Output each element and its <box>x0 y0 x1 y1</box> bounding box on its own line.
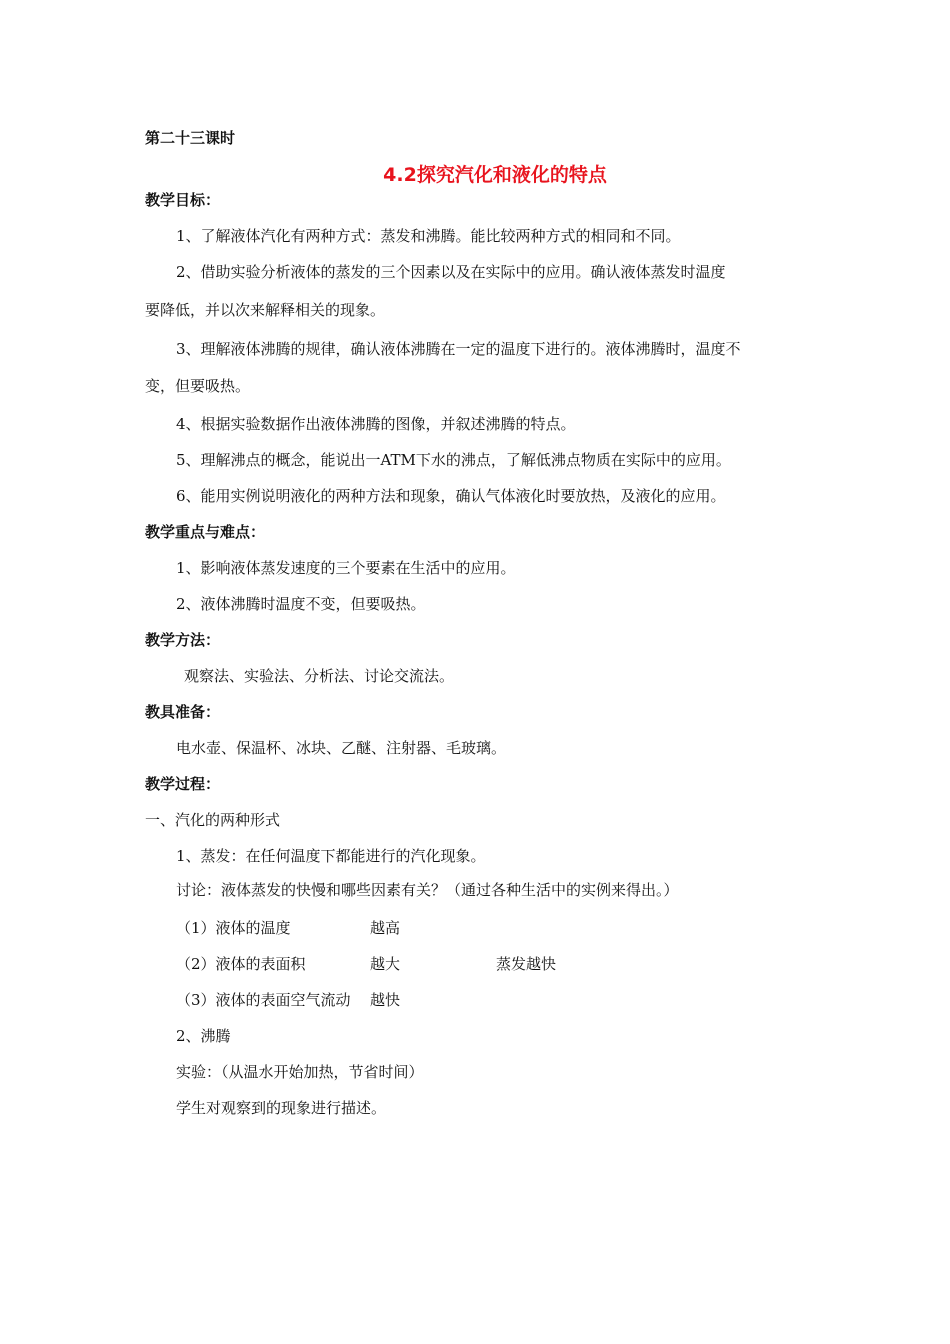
factor-3: （3）液体的表面空气流动 <box>176 991 351 1009</box>
factor-3-effect: 越快 <box>370 991 401 1009</box>
boiling-title: 2、沸腾 <box>176 1027 231 1045</box>
factor-1: （1）液体的温度 <box>176 919 291 937</box>
objective-2-cont: 要降低，并以次来解释相关的现象。 <box>145 301 386 319</box>
methods-text: 观察法、实验法、分析法、讨论交流法。 <box>184 667 455 685</box>
process-heading: 教学过程： <box>145 775 221 793</box>
lesson-label: 第二十三课时 <box>145 129 236 147</box>
evaporation-definition: 1、蒸发：在任何温度下都能进行的汽化现象。 <box>176 847 486 865</box>
factor-1-effect: 越高 <box>370 919 401 937</box>
factor-result: 蒸发越快 <box>496 955 557 973</box>
objective-4: 4、根据实验数据作出液体沸腾的图像，并叙述沸腾的特点。 <box>176 415 576 433</box>
section-1-title: 一、汽化的两种形式 <box>145 811 281 829</box>
key-point-1: 1、影响液体蒸发速度的三个要素在生活中的应用。 <box>176 559 516 577</box>
describe-note: 学生对观察到的现象进行描述。 <box>176 1099 387 1117</box>
methods-heading: 教学方法： <box>145 631 221 649</box>
discussion-question: 讨论：液体蒸发的快慢和哪些因素有关？（通过各种生活中的实例来得出。） <box>176 881 679 899</box>
objective-2: 2、借助实验分析液体的蒸发的三个因素以及在实际中的应用。确认液体蒸发时温度 <box>176 263 726 281</box>
objective-3: 3、理解液体沸腾的规律，确认液体沸腾在一定的温度下进行的。液体沸腾时，温度不 <box>176 340 741 358</box>
tools-text: 电水壶、保温杯、冰块、乙醚、注射器、毛玻璃。 <box>176 739 507 757</box>
factor-2-effect: 越大 <box>370 955 401 973</box>
objective-1: 1、了解液体汽化有两种方式：蒸发和沸腾。能比较两种方式的相同和不同。 <box>176 227 681 245</box>
objective-5: 5、理解沸点的概念，能说出一ATM下水的沸点，了解低沸点物质在实际中的应用。 <box>176 451 731 469</box>
key-point-2: 2、液体沸腾时温度不变，但要吸热。 <box>176 595 426 613</box>
objective-3-cont: 变，但要吸热。 <box>145 377 251 395</box>
factor-2: （2）液体的表面积 <box>176 955 306 973</box>
objective-6: 6、能用实例说明液化的两种方法和现象，确认气体液化时要放热，及液化的应用。 <box>176 487 726 505</box>
tools-heading: 教具准备： <box>145 703 221 721</box>
page-title: 4.2探究汽化和液化的特点 <box>383 164 607 186</box>
objectives-heading: 教学目标： <box>145 191 221 209</box>
key-points-heading: 教学重点与难点： <box>145 523 266 541</box>
experiment-note: 实验：（从温水开始加热，节省时间） <box>176 1063 424 1081</box>
